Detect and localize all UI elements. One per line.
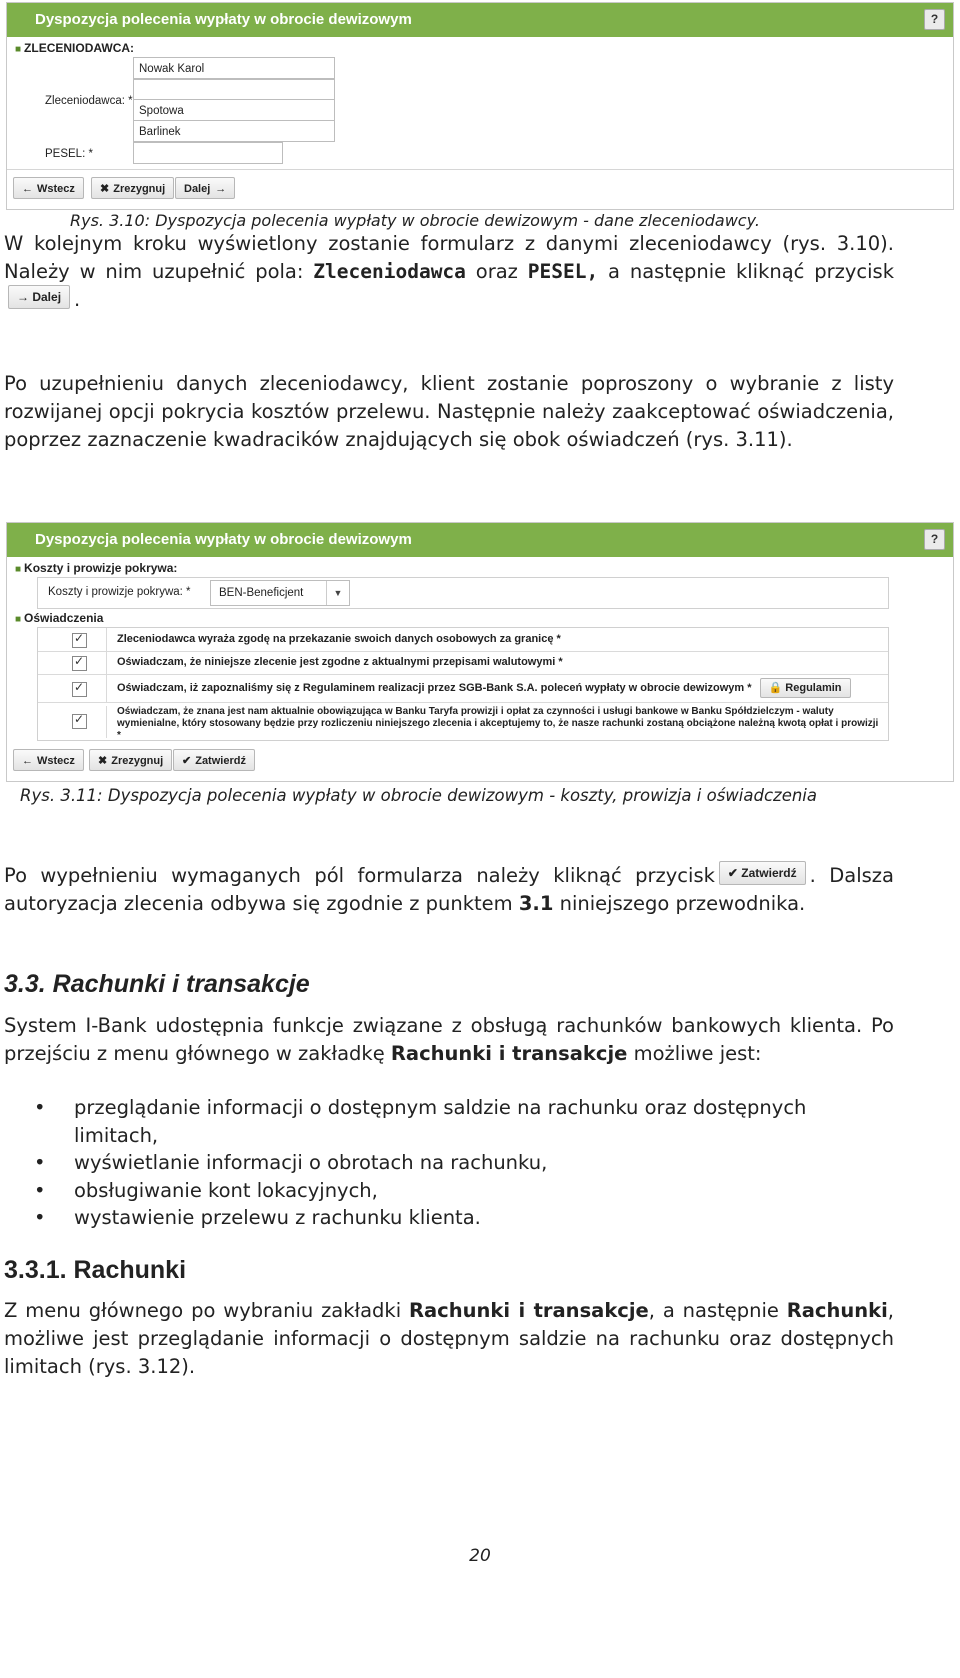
originator-address-input-1[interactable] — [133, 79, 335, 101]
declaration-checkbox-1[interactable] — [72, 633, 87, 648]
paragraph-costs-declarations: Po uzupełnieniu danych zleceniodawcy, klient zostanie poproszony o wybranie z listy rozwijanej opcji pokrycia kosztów przelewu. Następnie należy zaakceptować oświadczenia, poprzez zaznaczenie kwadracików znajdujących się obok oświadczeń (rys. 3.11). — [4, 372, 894, 451]
form-panel-costs-declarations — [6, 522, 954, 782]
chevron-down-icon[interactable]: ▼ — [326, 581, 349, 605]
collapse-icon[interactable]: ■ — [15, 614, 22, 625]
inline-next-button: → Dalej — [8, 285, 70, 309]
paragraph-accounts: Z menu głównego po wybraniu zakładki Rachunki i transakcje, a następnie Rachunki, możliwe jest przeglądanie informacji o dostępnym saldzie na rachunku oraz dostępnych limitach (rys. 3.12). — [4, 1299, 894, 1378]
declaration-text-1: Zleceniodawca wyraża zgodę na przekazanie swoich danych osobowych za granicę * — [106, 628, 880, 651]
list-item: • wystawienie przelewu z rachunku klienta. — [4, 1204, 894, 1232]
list-item: • obsługiwanie kont lokacyjnych, — [4, 1177, 894, 1205]
arrow-left-icon: ← — [22, 183, 33, 195]
paragraph-accounts-intro: System I-Bank udostępnia funkcje związane z obsługą rachunków bankowych klienta. Po przejściu z menu głównego w zakładkę Rachunki i transakcje możliwe jest: — [4, 1014, 894, 1065]
declaration-row — [38, 628, 888, 652]
arrow-right-icon: → — [215, 183, 227, 195]
declaration-row — [38, 702, 888, 739]
collapse-icon[interactable]: ■ — [15, 44, 22, 55]
panel-title: Dyspozycja polecenia wypłaty w obrocie dewizowym — [35, 531, 412, 548]
inline-confirm-button: ✔ Zatwierdź — [719, 861, 806, 885]
collapse-icon[interactable]: ■ — [15, 564, 22, 575]
figure-caption-3-11: Rys. 3.11: Dyspozycja polecenia wypłaty w obrocie dewizowym - koszty, prowizja i oświadczenia — [20, 786, 817, 805]
form-panel-originator — [6, 2, 954, 210]
back-button[interactable]: ← Wstecz — [13, 749, 84, 771]
check-icon: ✔ — [727, 865, 742, 880]
pesel-input[interactable] — [133, 142, 283, 164]
section-label-declarations: ■ Oświadczenia — [15, 611, 104, 625]
list-item: • wyświetlanie informacji o obrotach na rachunku, — [4, 1149, 894, 1177]
regulamin-button[interactable]: 🔒 Regulamin — [760, 678, 851, 698]
close-icon: ✖ — [100, 183, 110, 195]
costs-row — [37, 577, 889, 609]
originator-name-input[interactable]: Nowak Karol — [133, 57, 335, 79]
section-label-originator: ■ ZLECENIODAWCA: — [15, 41, 135, 55]
page-number: 20 — [469, 1546, 491, 1566]
section-heading-3-3: 3.3. Rachunki i transakcje — [4, 970, 310, 998]
next-button[interactable]: Dalej → — [175, 177, 235, 199]
figure-caption-3-10: Rys. 3.10: Dyspozycja polecenia wypłaty w obrocie dewizowym - dane zleceniodawcy. — [70, 211, 760, 230]
section-label-costs: ■ Koszty i prowizje pokrywa: — [15, 561, 178, 575]
originator-label: Zleceniodawca: * — [45, 95, 133, 107]
declaration-row — [38, 651, 888, 675]
button-bar — [7, 169, 953, 208]
check-icon: ✔ — [182, 755, 192, 767]
arrow-left-icon: ← — [22, 755, 33, 767]
costs-select[interactable]: BEN-Beneficjent ▼ — [210, 580, 350, 606]
feature-list — [4, 1094, 894, 1232]
section-heading-3-3-1: 3.3.1. Rachunki — [4, 1256, 187, 1284]
close-icon: ✖ — [98, 755, 108, 767]
declaration-row — [38, 674, 888, 703]
declaration-text-4: Oświadczam, że znana jest nam aktualnie obowiązująca w Banku Taryfa prowizji i opłat za czynności i usługi bankowe w Banku Spółdzielczym - waluty wymienialne, który stosowany będzie przy rozliczeniu niniejszego zlecenia i akceptujemy to, że nasze rachunki zostaną obciążone należną kwotą opłat i prowizji * — [106, 706, 880, 738]
declaration-checkbox-2[interactable] — [72, 656, 87, 671]
list-item: • przeglądanie informacji o dostępnym saldzie na rachunku oraz dostępnych limitach, — [4, 1094, 894, 1149]
declarations-list — [37, 627, 889, 741]
help-button[interactable]: ? — [924, 529, 945, 550]
declaration-checkbox-3[interactable] — [72, 682, 87, 697]
paragraph-confirm: Po wypełnieniu wymaganych pól formularza należy kliknąć przycisk ✔ Zatwierdź . Dalsza autoryzacja zlecenia odbywa się zgodnie z punktem 3.1 niniejszego przewodnika. — [4, 862, 894, 918]
button-bar — [7, 743, 953, 779]
paragraph-originator-form: W kolejnym kroku wyświetlony zostanie formularz z danymi zleceniodawcy (rys. 3.10). Należy w nim uzupełnić pola: Zleceniodawca oraz PESEL, a następnie kliknąć przycisk → Dalej . — [4, 232, 895, 311]
panel-title: Dyspozycja polecenia wypłaty w obrocie dewizowym — [35, 11, 412, 28]
declaration-checkbox-4[interactable] — [72, 714, 87, 729]
arrow-right-icon: → — [17, 289, 33, 304]
confirm-button[interactable]: ✔ Zatwierdź — [173, 749, 255, 771]
cancel-button[interactable]: ✖ Zrezygnuj — [89, 749, 172, 771]
pesel-label: PESEL: * — [45, 148, 93, 160]
cancel-button[interactable]: ✖ Zrezygnuj — [91, 177, 174, 199]
panel-header — [7, 3, 953, 37]
declaration-text-2: Oświadczam, że niniejsze zlecenie jest zgodne z aktualnymi przepisami walutowymi * — [106, 651, 880, 674]
originator-city-input[interactable]: Barlinek — [133, 120, 335, 142]
costs-label: Koszty i prowizje pokrywa: * — [48, 586, 191, 598]
panel-header — [7, 523, 953, 557]
declaration-text-3: Oświadczam, iż zapoznaliśmy się z Regulaminem realizacji przez SGB-Bank S.A. poleceń wypłaty w obrocie dewizowym * 🔒 Regulamin — [106, 674, 880, 702]
originator-street-input[interactable]: Spotowa — [133, 99, 335, 121]
back-button[interactable]: ← Wstecz — [13, 177, 84, 199]
help-button[interactable]: ? — [924, 9, 945, 30]
